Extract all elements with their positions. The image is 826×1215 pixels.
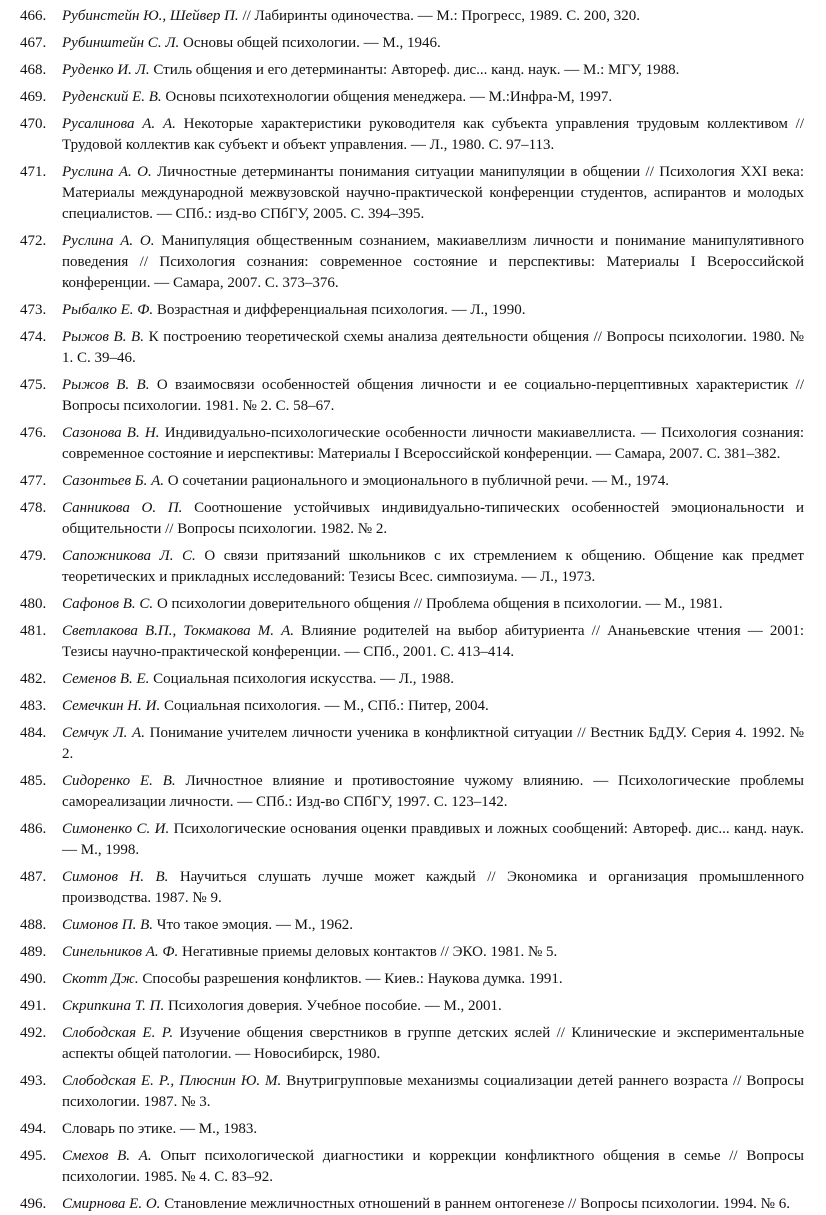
entry-number: 476. (20, 425, 47, 441)
entry-text (62, 423, 804, 465)
entry-author: Скрипкина Т. П. (62, 998, 165, 1014)
entry-number: 486. (20, 821, 47, 837)
bibliography-entry (20, 498, 804, 540)
entry-author: Симоненко С. И. (62, 821, 170, 837)
entry-number: 494. (20, 1121, 47, 1137)
entry-reference: О связи притязаний школьников с их стремлением к общению. Общение как предмет теоретических и прикладных исследований: Тезисы Всес. симпозиума. — Л., 1973. (62, 548, 804, 585)
bibliography-entry (20, 327, 804, 369)
entry-number: 496. (20, 1196, 47, 1212)
entry-author: Руслина А. О. (62, 164, 152, 180)
entry-text (62, 1023, 804, 1065)
entry-number: 470. (20, 116, 47, 132)
entry-number: 495. (20, 1148, 47, 1164)
entry-text (62, 915, 804, 936)
entry-author: Русалинова А. А. (62, 116, 176, 132)
bibliography-entry (20, 375, 804, 417)
entry-reference: Личностные детерминанты понимания ситуации манипуляции в общении // Психология XXI века: Материалы международной межвузовской научно-практической конференции студентов, аспирантов и молодых специалистов. — СПб.: изд-во СПбГУ, 2005. С. 394–395. (62, 164, 804, 222)
entry-text (62, 162, 804, 225)
entry-number: 480. (20, 596, 47, 612)
entry-author: Семчук Л. А. (62, 725, 145, 741)
entry-text (62, 723, 804, 765)
entry-reference: Соотношение устойчивых индивидуально-типических особенностей эмоциональности и общительности // Вопросы психологии. 1982. № 2. (62, 500, 804, 537)
entry-number: 490. (20, 971, 47, 987)
entry-text (62, 6, 804, 27)
entry-reference: Возрастная и дифференциальная психология. — Л., 1990. (153, 302, 526, 318)
entry-reference: К построению теоретической схемы анализа деятельности общения // Вопросы психологии. 1980. № 1. С. 39–46. (62, 329, 804, 366)
entry-author: Слободская Е. Р. (62, 1025, 174, 1041)
entry-text (62, 819, 804, 861)
entry-text (62, 969, 804, 990)
bibliography-entry (20, 114, 804, 156)
entry-text (62, 1194, 804, 1215)
entry-reference: Становление межличностных отношений в раннем онтогенезе // Вопросы психологии. 1994. № 6. (160, 1196, 790, 1212)
bibliography-entry (20, 1023, 804, 1065)
entry-number: 482. (20, 671, 47, 687)
entry-number: 477. (20, 473, 47, 489)
entry-text (62, 60, 804, 81)
bibliography-entry (20, 231, 804, 294)
bibliography-entry (20, 594, 804, 615)
entry-number: 484. (20, 725, 47, 741)
entry-reference: Способы разрешения конфликтов. — Киев.: Наукова думка. 1991. (138, 971, 563, 987)
entry-author: Рубинштейн С. Л. (62, 35, 180, 51)
entry-author: Сазонова В. Н. (62, 425, 160, 441)
bibliography-list (20, 6, 804, 1215)
entry-author: Семенов В. Е. (62, 671, 150, 687)
entry-author: Симонов Н. В. (62, 869, 169, 885)
entry-author: Светлакова В.П., Токмакова М. А. (62, 623, 294, 639)
entry-number: 474. (20, 329, 47, 345)
entry-author: Семечкин Н. И. (62, 698, 161, 714)
bibliography-entry (20, 723, 804, 765)
entry-text (62, 669, 804, 690)
entry-reference: // Лабиринты одиночества. — М.: Прогресс, 1989. С. 200, 320. (238, 8, 640, 24)
entry-reference: Манипуляция общественным сознанием, макиавеллизм личности и понимание манипулятивного поведения // Психология сознания: современное состояние и перспективы: Материалы I Всероссийской конференции. — Самара, 2007. С. 373–376. (62, 233, 804, 291)
entry-number: 483. (20, 698, 47, 714)
entry-reference: Некоторые характеристики руководителя как субъекта управления трудовым коллективом // Трудовой коллектив как субъект и объект управления. — Л., 1980. С. 97–113. (62, 116, 804, 153)
entry-author: Рубинстейн Ю., Шейвер П. (62, 8, 239, 24)
entry-text (62, 546, 804, 588)
bibliography-entry (20, 1119, 804, 1140)
entry-text (62, 114, 804, 156)
entry-author: Сафонов В. С. (62, 596, 154, 612)
entry-number: 475. (20, 377, 47, 393)
entry-author: Руденко И. Л. (62, 62, 150, 78)
entry-reference: О сочетании рационального и эмоционального в публичной речи. — М., 1974. (164, 473, 670, 489)
entry-number: 493. (20, 1073, 47, 1089)
entry-number: 472. (20, 233, 47, 249)
entry-reference: Что такое эмоция. — М., 1962. (153, 917, 353, 933)
bibliography-entry (20, 300, 804, 321)
entry-text (62, 771, 804, 813)
entry-reference: Словарь по этике. — М., 1983. (62, 1121, 258, 1137)
bibliography-entry (20, 969, 804, 990)
entry-text (62, 1119, 804, 1140)
entry-author: Санникова О. П. (62, 500, 183, 516)
entry-reference: Индивидуально-психологические особенности личности макиавеллиста. — Психология сознания: современное состояние и иерспективы: Материалы I Всероссийской конференции. — Самара, 2007. С. 381–382. (62, 425, 805, 462)
bibliography-entry (20, 162, 804, 225)
entry-text (62, 942, 804, 963)
entry-reference: Личностное влияние и противостояние чужому влиянию. — Психологические проблемы самореализации личности. — СПб.: Изд-во СПбГУ, 1997. С. 123–142. (62, 773, 804, 810)
entry-reference: Научиться слушать лучше может каждый // Экономика и организация промышленного производства. 1987. № 9. (62, 869, 804, 906)
entry-text (62, 1071, 804, 1113)
entry-text (62, 1146, 804, 1188)
entry-text (62, 231, 804, 294)
bibliography-entry (20, 546, 804, 588)
entry-reference: О взаимосвязи особенностей общения личности и ее социально-перцептивных характеристик // Вопросы психологии. 1981. № 2. С. 58–67. (62, 377, 804, 414)
bibliography-entry (20, 621, 804, 663)
entry-reference: Основы общей психологии. — М., 1946. (179, 35, 441, 51)
bibliography-entry (20, 1071, 804, 1113)
bibliography-entry (20, 471, 804, 492)
entry-reference: Внутригрупповые механизмы социализации детей раннего возраста // Вопросы психологии. 1987. № 3. (62, 1073, 805, 1110)
entry-reference: Понимание учителем личности ученика в конфликтной ситуации // Вестник БдДУ. Серия 4. 1992. № 2. (62, 725, 804, 762)
entry-author: Сапожникова Л. С. (62, 548, 196, 564)
entry-number: 466. (20, 8, 47, 24)
entry-reference: Изучение общения сверстников в группе детских яслей // Клинические и экспериментальные аспекты общей патологии. — Новосибирск, 1980. (62, 1025, 804, 1062)
bibliography-entry (20, 669, 804, 690)
bibliography-entry (20, 1146, 804, 1188)
entry-author: Смирнова Е. О. (62, 1196, 161, 1212)
entry-number: 467. (20, 35, 47, 51)
entry-reference: Влияние родителей на выбор абитуриента // Ананьевские чтения — 2001: Тезисы научно-практической конференции. — СПб., 2001. С. 413–414. (62, 623, 804, 660)
entry-number: 492. (20, 1025, 47, 1041)
entry-reference: Психологические основания оценки правдивых и ложных сообщений: Автореф. дис... канд. наук. — М., 1998. (62, 821, 804, 858)
entry-text (62, 375, 804, 417)
bibliography-entry (20, 819, 804, 861)
bibliography-entry (20, 423, 804, 465)
entry-author: Рыжов В. В. (62, 329, 144, 345)
entry-text (62, 498, 804, 540)
entry-number: 487. (20, 869, 47, 885)
entry-reference: Социальная психология. — М., СПб.: Питер, 2004. (160, 698, 489, 714)
entry-author: Сазонтьев Б. А. (62, 473, 165, 489)
entry-number: 491. (20, 998, 47, 1014)
bibliography-entry (20, 1194, 804, 1215)
bibliography-entry (20, 87, 804, 108)
entry-author: Рыбалко Е. Ф. (62, 302, 154, 318)
entry-reference: Психология доверия. Учебное пособие. — М., 2001. (164, 998, 502, 1014)
entry-text (62, 300, 804, 321)
entry-author: Смехов В. А. (62, 1148, 152, 1164)
bibliography-entry (20, 942, 804, 963)
bibliography-entry (20, 771, 804, 813)
entry-reference: Основы психотехнологии общения менеджера. — М.:Инфра-М, 1997. (161, 89, 613, 105)
entry-author: Руслина А. О. (62, 233, 155, 249)
entry-text (62, 867, 804, 909)
bibliography-entry (20, 996, 804, 1017)
entry-number: 479. (20, 548, 47, 564)
entry-reference: О психологии доверительного общения // Проблема общения в психологии. — М., 1981. (153, 596, 723, 612)
entry-text (62, 621, 804, 663)
entry-author: Слободская Е. Р., Плюснин Ю. М. (62, 1073, 282, 1089)
entry-text (62, 996, 804, 1017)
entry-text (62, 327, 804, 369)
entry-number: 488. (20, 917, 47, 933)
entry-author: Сидоренко Е. В. (62, 773, 176, 789)
entry-author: Скотт Дж. (62, 971, 139, 987)
entry-author: Руденский Е. В. (62, 89, 162, 105)
entry-number: 473. (20, 302, 47, 318)
bibliography-entry (20, 696, 804, 717)
entry-number: 481. (20, 623, 47, 639)
bibliography-entry (20, 6, 804, 27)
entry-number: 471. (20, 164, 47, 180)
entry-number: 485. (20, 773, 47, 789)
entry-author: Синельников А. Ф. (62, 944, 179, 960)
entry-text (62, 696, 804, 717)
entry-text (62, 87, 804, 108)
entry-reference: Стиль общения и его детерминанты: Автореф. дис... канд. наук. — М.: МГУ, 1988. (149, 62, 680, 78)
bibliography-entry (20, 33, 804, 54)
bibliography-entry (20, 867, 804, 909)
entry-author: Рыжов В. В. (62, 377, 150, 393)
entry-text (62, 471, 804, 492)
entry-number: 478. (20, 500, 47, 516)
bibliography-entry (20, 60, 804, 81)
entry-reference: Социальная психология искусства. — Л., 1988. (149, 671, 455, 687)
bibliography-entry (20, 915, 804, 936)
entry-number: 469. (20, 89, 47, 105)
entry-reference: Негативные приемы деловых контактов // ЭКО. 1981. № 5. (178, 944, 558, 960)
entry-number: 489. (20, 944, 47, 960)
entry-author: Симонов П. В. (62, 917, 154, 933)
entry-text (62, 594, 804, 615)
entry-number: 468. (20, 62, 47, 78)
entry-text (62, 33, 804, 54)
entry-reference: Опыт психологической диагностики и коррекции конфликтного общения в семье // Вопросы психологии. 1985. № 4. С. 83–92. (62, 1148, 804, 1185)
